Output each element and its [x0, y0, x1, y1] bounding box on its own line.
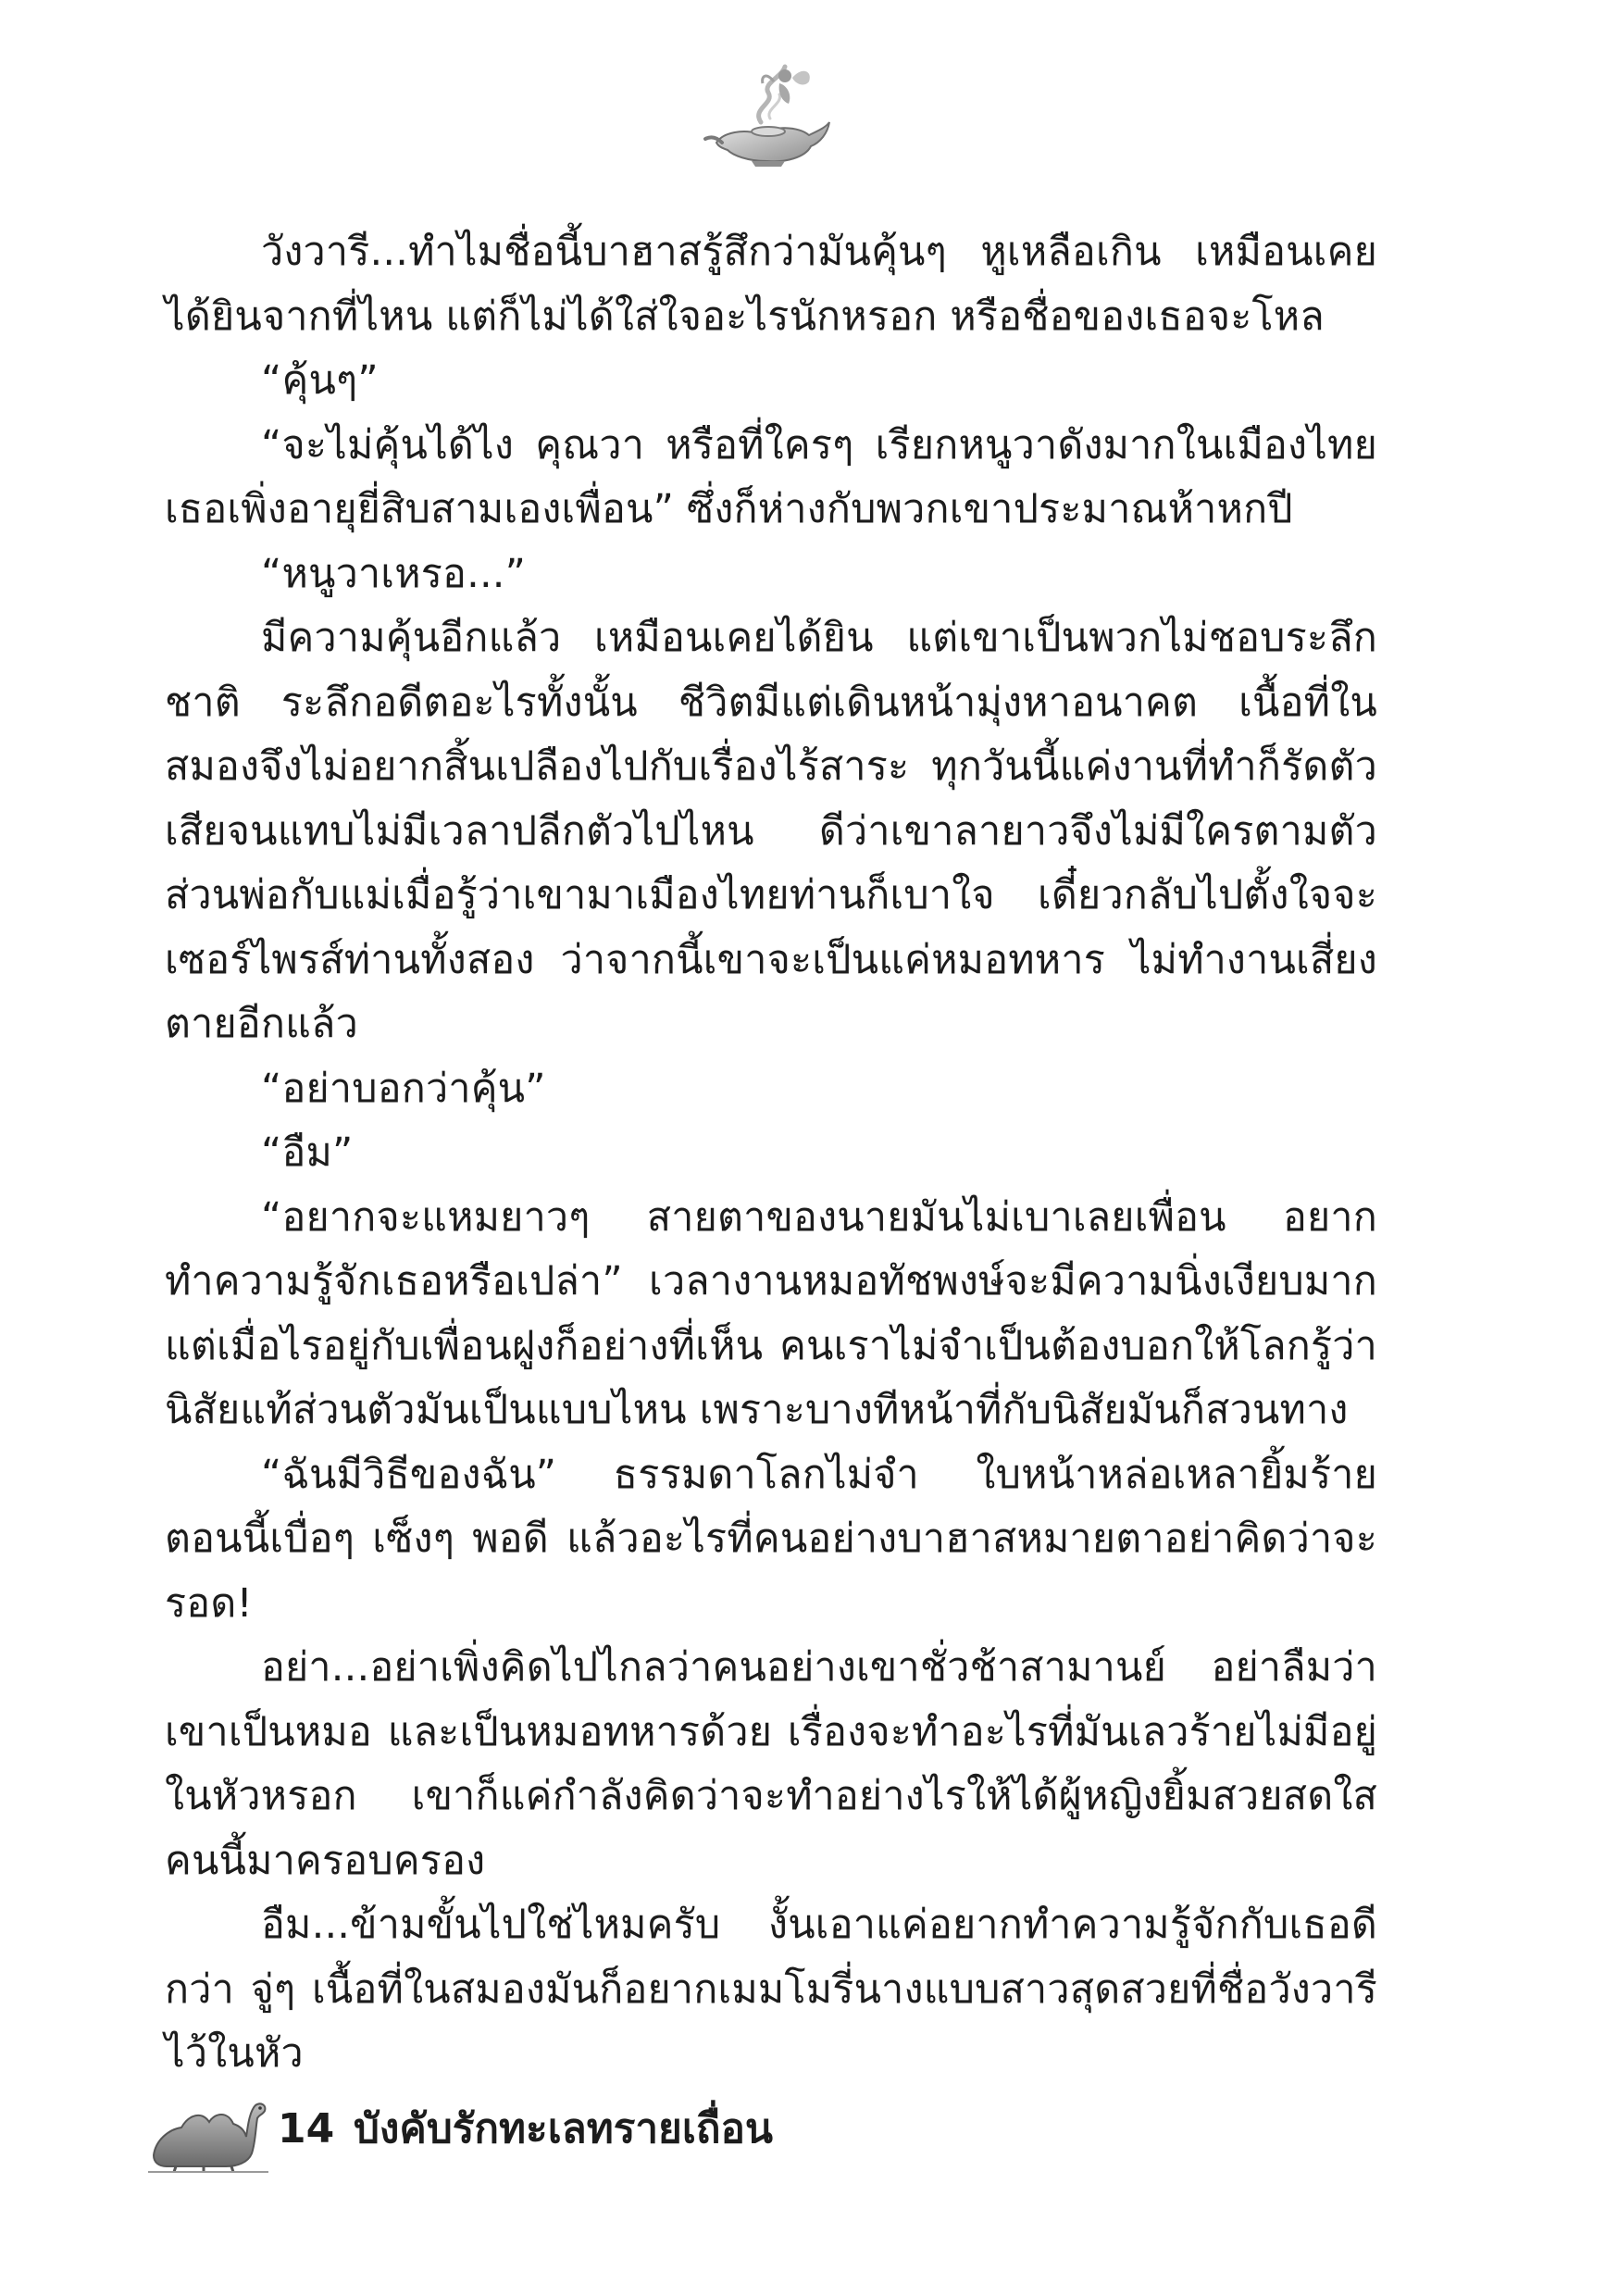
paragraph: วังวารี...ทำไมชื่อนี้บาฮาสรู้สึกว่ามันคุ้นๆ หูเหลือเกิน เหมือนเคยได้ยินจากที่ไหน แต่ก็ไม่ได้ใส่ใจอะไรนักหรอก หรือชื่อของเธอจะโหล: [165, 229, 1377, 340]
paragraph: “อยากจะแหมยาวๆ สายตาของนายมันไม่เบาเลยเพื่อน อยากทำความรู้จักเธอหรือเปล่า” เวลางานหมอทัชพงษ์จะมีความนิ่งเงียบมาก แต่เมื่อไรอยู่กับเพื่อนฝูงก็อย่างที่เห็น คนเราไม่จำเป็นต้องบอกให้โลกรู้ว่านิสัยแท้ส่วนตัวมันเป็นแบบไหน เพราะบางทีหน้าที่กับนิสัยมันก็สวนทาง: [165, 1193, 1377, 1433]
genie-lamp-icon: [696, 57, 835, 168]
paragraph: “ฉันมีวิธีของฉัน” ธรรมดาโลกไม่จำ ใบหน้าหล่อเหลายิ้มร้าย ตอนนี้เบื่อๆ เซ็งๆ พอดี แล้วอะไรที่คนอย่างบาฮาสหมายตาอย่าคิดว่าจะรอด!: [165, 1451, 1377, 1627]
body-text: [165, 220, 1377, 2087]
page-number: 14: [278, 2105, 335, 2152]
paragraph: “จะไม่คุ้นได้ไง คุณวา หรือที่ใครๆ เรียกหนูวาดังมากในเมืองไทย เธอเพิ่งอายุยี่สิบสามเองเพื่อน” ซึ่งก็ห่างกับพวกเขาประมาณห้าหกปี: [165, 421, 1377, 532]
paragraph: “อืม”: [261, 1129, 354, 1176]
paragraph: “อย่าบอกว่าคุ้น”: [261, 1065, 546, 1112]
camel-icon: [148, 2083, 268, 2176]
paragraph: อย่า...อย่าเพิ่งคิดไปไกลว่าคนอย่างเขาชั่วช้าสามานย์ อย่าลืมว่าเขาเป็นหมอ และเป็นหมอทหารด้วย เรื่องจะทำอะไรที่มันเลวร้ายไม่มีอยู่ในหัวหรอก เขาก็แค่กำลังคิดว่าจะทำอย่างไรให้ได้ผู้หญิงยิ้มสวยสดใสคนนี้มาครอบครอง: [165, 1644, 1377, 1884]
book-title: บังคับรักทะเลทรายเถื่อน: [354, 2105, 773, 2152]
page-footer: [148, 2083, 1074, 2185]
paragraph: อืม...ข้ามขั้นไปใช่ไหมครับ งั้นเอาแค่อยากทำความรู้จักกับเธอดีกว่า จู่ๆ เนื้อที่ในสมองมันก็อยากเมมโมรี่นางแบบสาวสุดสวยที่ชื่อวังวารีไว้ในหัว: [165, 1902, 1377, 2077]
paragraph: มีความคุ้นอีกแล้ว เหมือนเคยได้ยิน แต่เขาเป็นพวกไม่ชอบระลึกชาติ ระลึกอดีตอะไรทั้งนั้น ชีวิตมีแต่เดินหน้ามุ่งหาอนาคต เนื้อที่ในสมองจึงไม่อยากสิ้นเปลืองไปกับเรื่องไร้สาระ ทุกวันนี้แค่งานที่ทำก็รัดตัวเสียจนแทบไม่มีเวลาปลีกตัวไปไหน ดีว่าเขาลายาวจึงไม่มีใครตามตัว ส่วนพ่อกับแม่เมื่อรู้ว่าเขามาเมืองไทยท่านก็เบาใจ เดี๋ยวกลับไปตั้งใจจะเซอร์ไพรส์ท่านทั้งสอง ว่าจากนี้เขาจะเป็นแค่หมอทหาร ไม่ทำงานเสี่ยงตายอีกแล้ว: [165, 615, 1377, 1047]
paragraph: “คุ้นๆ”: [261, 357, 379, 404]
paragraph: “หนูวาเหรอ...”: [261, 550, 527, 597]
